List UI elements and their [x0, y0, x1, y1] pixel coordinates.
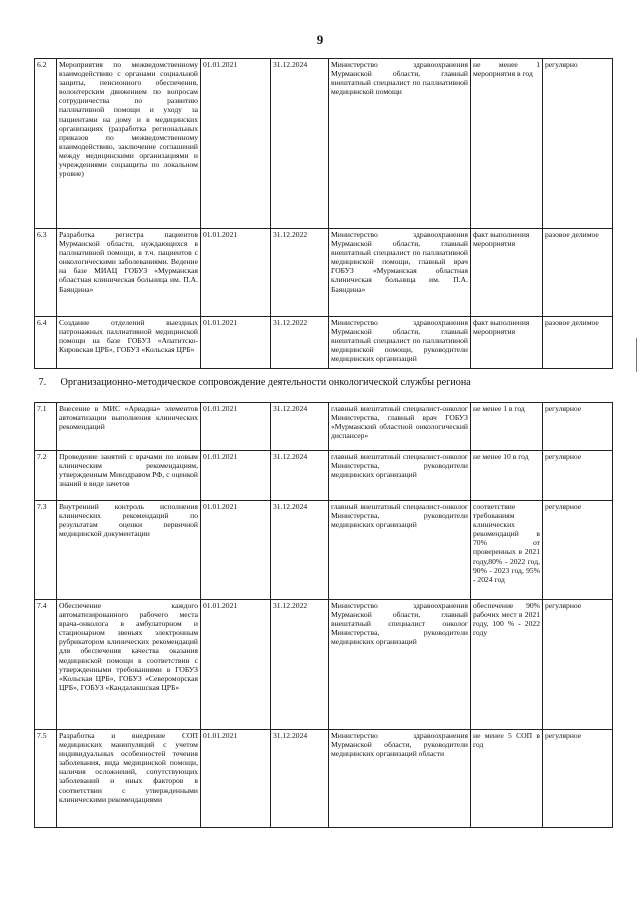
responsible-cell: главный внештатный специалист-онколог Министерства, главный врач ГОБУЗ «Мурманский областной онкологический диспансер» — [329, 403, 471, 451]
start-date: 01.01.2021 — [201, 501, 271, 600]
table-row — [35, 59, 613, 229]
end-date: 31.12.2024 — [271, 730, 329, 828]
page-number: 9 — [316, 32, 324, 47]
responsible-cell: главный внештатный специалист-онколог Министерства, руководители медицинских организаций — [329, 501, 471, 600]
end-date: 31.12.2022 — [271, 317, 329, 369]
end-date: 31.12.2022 — [271, 229, 329, 317]
section-heading-row — [35, 369, 613, 403]
result-cell: факт выполнения мероприятия — [471, 229, 543, 317]
activity-cell: Мероприятия по межведомственному взаимодействию с органами социальной защиты, пенсионного обеспечения, волонтерским движением по вопросам сотрудничества по развитию паллиативной помощи и уходу за пациентами на дому и в медицинских организациях (разработка региональных приказов по межведомственному взаимодействию, заключение соглашений между медицинскими организациями и учреждениями соцзащиты по локальном уровне) — [57, 59, 201, 229]
row-number: 7.4 — [35, 600, 57, 730]
section-heading — [35, 369, 613, 403]
type-cell: регулярное — [543, 451, 613, 501]
type-cell: разовое делимое — [543, 317, 613, 369]
end-date: 31.12.2024 — [271, 403, 329, 451]
row-number: 6.4 — [35, 317, 57, 369]
row-number: 6.2 — [35, 59, 57, 229]
row-number: 7.2 — [35, 451, 57, 501]
row-number: 7.3 — [35, 501, 57, 600]
result-cell: не менее 1 в год — [471, 403, 543, 451]
type-cell: разовое делимое — [543, 229, 613, 317]
responsible-cell: Министерство здравоохранения Мурманской области, главный внештатный специалист по паллиативной медицинской помощи, главный врач ГОБУЗ «Мурманская областная клиническая больница им. П.А. Баяндина» — [329, 229, 471, 317]
result-cell: обеспечение 90% рабочих мест в 2021 году, 100 % - 2022 году — [471, 600, 543, 730]
table-row — [35, 229, 613, 317]
table-row — [35, 403, 613, 451]
activity-cell: Обеспечение каждого автоматизированного рабочего места врача-онколога в амбулаторном и стационарном звеньях электронным рубрикатором клинических рекомендаций для обеспечения качества оказания медицинской помощи в соответствии с утвержденными требованиями в ГОБУЗ «Кольская ЦРБ», ГОБУЗ «Североморская ЦРБ», ГОБУЗ «Кандалакшская ЦРБ» — [57, 600, 201, 730]
start-date: 01.01.2021 — [201, 403, 271, 451]
table-row — [35, 451, 613, 501]
responsible-cell: главный внештатный специалист-онколог Министерства, руководители медицинских организаций — [329, 451, 471, 501]
start-date: 01.01.2021 — [201, 229, 271, 317]
result-cell: соответствие требованиям клинических рекомендаций в 70% от проверенных в 2021 году,80% - 2022 год, 90% - 2023 год, 95% - 2024 год — [471, 501, 543, 600]
result-cell: не менее 1 мероприятия в год — [471, 59, 543, 229]
activity-cell: Внутренний контроль исполнения клинических рекомендаций по результатам оценки первичной медицинской документации — [57, 501, 201, 600]
row-number: 7.5 — [35, 730, 57, 828]
type-cell: регулярное — [543, 600, 613, 730]
type-cell: регулярное — [543, 403, 613, 451]
section-number: 7. — [38, 377, 47, 388]
table-row — [35, 600, 613, 730]
start-date: 01.01.2021 — [201, 59, 271, 229]
table-row — [35, 317, 613, 369]
responsible-cell: Министерство здравоохранения Мурманской области, главный внештатный специалист по паллиативной медицинской помощи — [329, 59, 471, 229]
section-title: Организационно-методическое сопровождение деятельности онкологической службы региона — [60, 377, 471, 388]
end-date: 31.12.2024 — [271, 451, 329, 501]
activity-cell: Проведение занятий с врачами по новым клиническим рекомендациям, утвержденным Минздравом РФ, с оценкой знаний в виде зачетов — [57, 451, 201, 501]
activity-cell: Разработка и внедрение СОП медицинских манипуляций с учетом индивидуальных особенностей течения заболевания, вида медицинской помощи, наличия осложнений, сопутствующих заболеваний и иных факторов в соответствии с утвержденными клиническими рекомендациями — [57, 730, 201, 828]
end-date: 31.12.2024 — [271, 501, 329, 600]
activity-cell: Создание отделений выездных патронажных паллиативной медицинской помощи на базе ГОБУЗ «Апатитско-Кировская ЦРБ», ГОБУЗ «Кольская ЦРБ» — [57, 317, 201, 369]
row-number: 7.1 — [35, 403, 57, 451]
activities-table — [34, 58, 613, 828]
result-cell: не менее 10 в год — [471, 451, 543, 501]
responsible-cell: Министерство здравоохранения Мурманской области, главный внештатный специалист онколог Министерства, руководители медицинских организаций — [329, 600, 471, 730]
start-date: 01.01.2021 — [201, 317, 271, 369]
start-date: 01.01.2021 — [201, 451, 271, 501]
start-date: 01.01.2021 — [201, 730, 271, 828]
responsible-cell: Министерство здравоохранения Мурманской области, руководители медицинских организаций области — [329, 730, 471, 828]
responsible-cell: Министерство здравоохранения Мурманской области, главный внештатный специалист по паллиативной медицинской помощи, руководители медицинских организаций — [329, 317, 471, 369]
table-row — [35, 730, 613, 828]
activity-cell: Внесение в МИС «Ариадна» элементов автоматизации выполнения клинических рекомендаций — [57, 403, 201, 451]
result-cell: факт выполнения мероприятия — [471, 317, 543, 369]
row-number: 6.3 — [35, 229, 57, 317]
end-date: 31.12.2022 — [271, 600, 329, 730]
type-cell: регулярное — [543, 730, 613, 828]
start-date: 01.01.2021 — [201, 600, 271, 730]
type-cell: регулярное — [543, 501, 613, 600]
scan-margin-mark — [636, 338, 637, 372]
activity-cell: Разработка регистра пациентов Мурманской области, нуждающихся в паллиативной помощи, в т.ч. пациентов с онкологическими заболеваниями. Ведение на базе МИАЦ ГОБУЗ «Мурманская областная клиническая больница им. П.А. Баяндина» — [57, 229, 201, 317]
table-row — [35, 501, 613, 600]
type-cell: регулярно — [543, 59, 613, 229]
end-date: 31.12.2024 — [271, 59, 329, 229]
result-cell: не менее 5 СОП в год — [471, 730, 543, 828]
